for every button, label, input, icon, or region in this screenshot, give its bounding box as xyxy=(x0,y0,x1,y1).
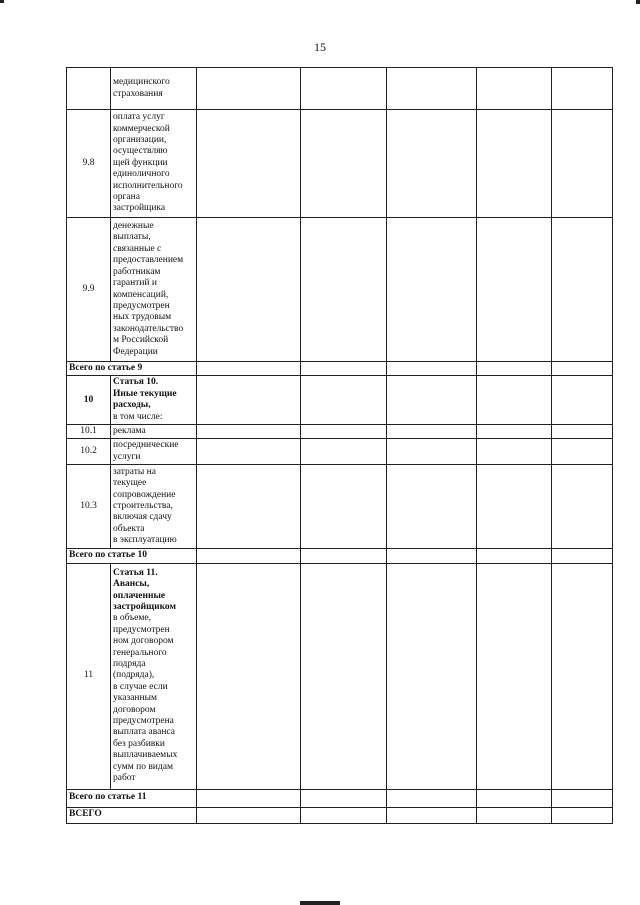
table-row xyxy=(67,110,613,218)
value-cell xyxy=(387,789,477,807)
article-title: Статья 10. Иные текущие расходы, xyxy=(113,377,177,411)
row-number xyxy=(67,68,111,110)
row-number: 11 xyxy=(67,563,111,789)
value-cell xyxy=(197,110,301,218)
value-cell xyxy=(197,425,301,439)
value-cell xyxy=(387,807,477,823)
row-number: 10 xyxy=(67,376,111,425)
value-cell xyxy=(301,362,387,376)
table-row xyxy=(67,376,613,425)
row-description: реклама xyxy=(111,425,197,439)
table-row xyxy=(67,439,613,465)
value-cell xyxy=(301,68,387,110)
value-cell xyxy=(477,439,552,465)
value-cell xyxy=(387,68,477,110)
value-cell xyxy=(477,218,552,362)
total-label: Всего по статье 9 xyxy=(67,362,197,376)
value-cell xyxy=(387,425,477,439)
value-cell xyxy=(197,439,301,465)
value-cell xyxy=(387,218,477,362)
value-cell xyxy=(197,376,301,425)
grand-total-row xyxy=(67,807,613,823)
value-cell xyxy=(552,362,613,376)
value-cell xyxy=(301,425,387,439)
value-cell xyxy=(387,465,477,549)
value-cell xyxy=(301,563,387,789)
total-label: Всего по статье 11 xyxy=(67,789,197,807)
article-note: в объеме, предусмотрен ном договором генерального подряда (подряда), в случае если указанным договором предусмотрена выплата аванса без разбивки выплачиваемых сумм по видам работ xyxy=(113,613,178,784)
total-row xyxy=(67,789,613,807)
scan-mark xyxy=(0,0,4,3)
value-cell xyxy=(477,807,552,823)
row-number: 10.2 xyxy=(67,439,111,465)
value-cell xyxy=(387,362,477,376)
total-row xyxy=(67,549,613,563)
value-cell xyxy=(552,563,613,789)
value-cell xyxy=(552,68,613,110)
table-row xyxy=(67,465,613,549)
row-number: 10.1 xyxy=(67,425,111,439)
value-cell xyxy=(197,218,301,362)
scan-mark xyxy=(636,0,640,4)
value-cell xyxy=(301,465,387,549)
total-row xyxy=(67,362,613,376)
row-number: 10.3 xyxy=(67,465,111,549)
value-cell xyxy=(197,789,301,807)
row-description xyxy=(111,376,197,425)
row-description: посреднические услуги xyxy=(111,439,197,465)
value-cell xyxy=(552,789,613,807)
value-cell xyxy=(477,68,552,110)
scan-mark xyxy=(300,901,340,905)
page-number: 15 xyxy=(314,40,326,54)
row-description: денежные выплаты, связанные с предоставлением работникам гарантий и компенсаций, предусмотрен ных трудовым законодательство м Российской Федерации xyxy=(111,218,197,362)
value-cell xyxy=(301,376,387,425)
table-row xyxy=(67,218,613,362)
value-cell xyxy=(552,465,613,549)
value-cell xyxy=(552,439,613,465)
value-cell xyxy=(197,362,301,376)
table-row xyxy=(67,68,613,110)
value-cell xyxy=(387,563,477,789)
row-number: 9.9 xyxy=(67,218,111,362)
value-cell xyxy=(552,425,613,439)
value-cell xyxy=(552,807,613,823)
value-cell xyxy=(387,439,477,465)
value-cell xyxy=(477,789,552,807)
value-cell xyxy=(301,218,387,362)
value-cell xyxy=(477,110,552,218)
value-cell xyxy=(387,549,477,563)
value-cell xyxy=(387,110,477,218)
row-number: 9.8 xyxy=(67,110,111,218)
row-description xyxy=(111,563,197,789)
value-cell xyxy=(197,549,301,563)
value-cell xyxy=(301,789,387,807)
value-cell xyxy=(301,439,387,465)
budget-table xyxy=(66,67,613,824)
value-cell xyxy=(477,465,552,549)
value-cell xyxy=(301,110,387,218)
value-cell xyxy=(197,68,301,110)
article-title: Статья 11. Авансы, оплаченные застройщиком xyxy=(113,567,176,613)
value-cell xyxy=(301,549,387,563)
value-cell xyxy=(477,425,552,439)
value-cell xyxy=(197,563,301,789)
table-row xyxy=(67,563,613,789)
value-cell xyxy=(477,549,552,563)
row-description: затраты на текущее сопровождение строительства, включая сдачу объекта в эксплуатацию xyxy=(111,465,197,549)
grand-total-label: ВСЕГО xyxy=(67,807,197,823)
value-cell xyxy=(387,376,477,425)
value-cell xyxy=(552,218,613,362)
value-cell xyxy=(552,376,613,425)
article-note: в том числе: xyxy=(113,411,163,422)
value-cell xyxy=(552,549,613,563)
table-row xyxy=(67,425,613,439)
value-cell xyxy=(477,362,552,376)
value-cell xyxy=(197,807,301,823)
value-cell xyxy=(301,807,387,823)
value-cell xyxy=(552,110,613,218)
value-cell xyxy=(477,376,552,425)
value-cell xyxy=(477,563,552,789)
row-description: оплата услуг коммерческой организации, осуществляю щей функции единоличного исполнительного органа застройщика xyxy=(111,110,197,218)
row-description: медицинского страхования xyxy=(111,68,197,110)
total-label: Всего по статье 10 xyxy=(67,549,197,563)
value-cell xyxy=(197,465,301,549)
